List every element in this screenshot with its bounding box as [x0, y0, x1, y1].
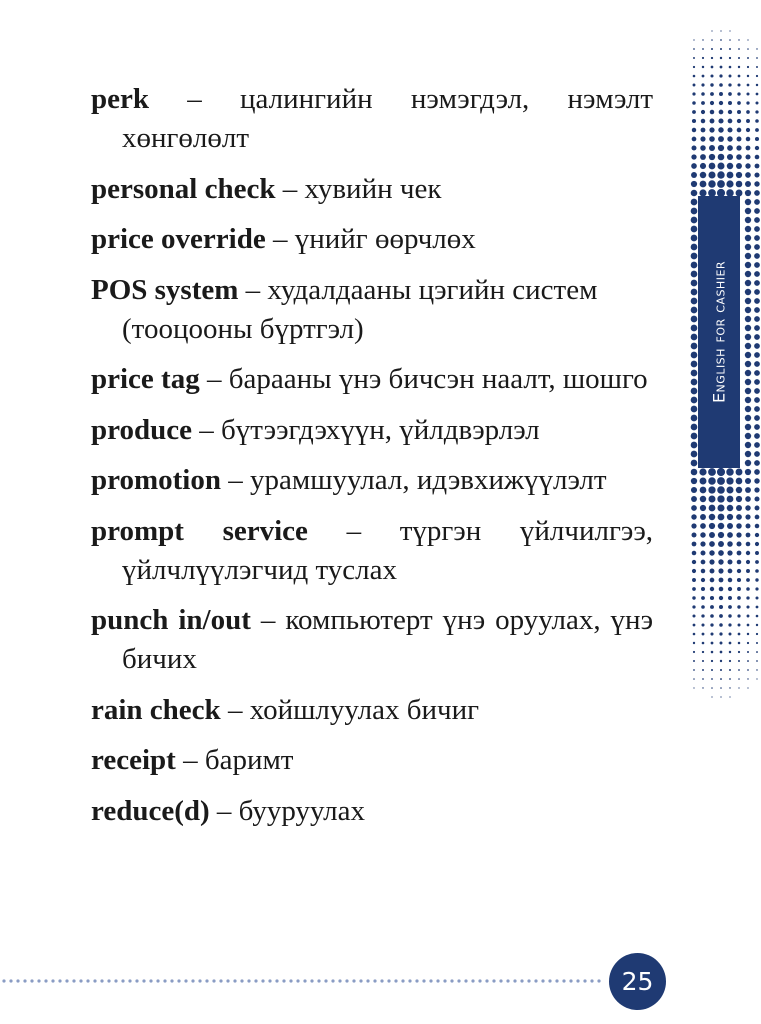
- page-number: 25: [609, 953, 666, 1010]
- glossary-definition: урамшуулал, идэвхижүүлэлт: [249, 464, 607, 496]
- glossary-term: promotion: [91, 464, 221, 496]
- entry-separator: –: [199, 413, 214, 446]
- glossary-term: prompt service: [91, 514, 308, 547]
- glossary-entry: [91, 271, 653, 349]
- glossary-term: price tag: [91, 363, 200, 395]
- entry-separator: –: [187, 83, 202, 115]
- glossary-definition: хойшлуулах бичиг: [249, 693, 479, 726]
- glossary-term: receipt: [91, 744, 176, 776]
- entry-separator: –: [183, 744, 198, 776]
- glossary-definition: үнийг өөрчлөх: [294, 223, 476, 255]
- glossary-definition: барааны үнэ бичсэн наалт, шошго: [228, 363, 648, 395]
- glossary-definition: бүтээгдэхүүн, үйлдвэрлэл: [220, 413, 540, 446]
- glossary-definition: худалдааны цэгийн систем (тооцооны бүртгэл): [122, 273, 598, 345]
- entry-separator: –: [346, 514, 362, 547]
- glossary-entry: [91, 360, 653, 399]
- entry-separator: –: [245, 273, 261, 306]
- entry-separator: –: [282, 172, 298, 205]
- glossary-list: [91, 80, 653, 842]
- glossary-entry: [91, 792, 653, 831]
- glossary-entry: [91, 220, 653, 259]
- side-tab-label: English for cashier: [709, 260, 729, 404]
- glossary-definition: баримт: [204, 744, 294, 776]
- glossary-entry: [91, 411, 653, 450]
- entry-separator: –: [272, 223, 288, 255]
- glossary-term: perk: [91, 83, 149, 115]
- glossary-entry: [91, 741, 653, 780]
- glossary-entry: [91, 80, 653, 158]
- glossary-term: POS system: [91, 273, 239, 306]
- glossary-definition: түргэн үйлчилгээ, үйлчлүүлэгчид туслах: [122, 514, 654, 586]
- entry-separator: –: [216, 794, 232, 827]
- glossary-entry: [91, 170, 653, 209]
- glossary-entry: [91, 512, 653, 590]
- glossary-term: produce: [91, 413, 192, 446]
- entry-separator: –: [260, 604, 276, 636]
- glossary-term: personal check: [91, 172, 276, 205]
- glossary-entry: [91, 691, 653, 730]
- entry-separator: –: [228, 464, 243, 496]
- glossary-definition: цалингийн нэмэгдэл, нэмэлт хөнгөлөлт: [122, 83, 654, 154]
- glossary-entry: [91, 601, 653, 679]
- entry-separator: –: [206, 363, 222, 395]
- glossary-term: rain check: [91, 693, 221, 726]
- glossary-definition: хувийн чек: [304, 172, 442, 205]
- side-tab: [698, 196, 740, 468]
- glossary-definition: бууруулах: [238, 794, 366, 827]
- glossary-entry: [91, 461, 653, 500]
- glossary-term: reduce(d): [91, 794, 210, 827]
- glossary-definition: компьютерт үнэ оруулах, үнэ бичих: [122, 604, 654, 675]
- entry-separator: –: [227, 693, 243, 726]
- glossary-term: price override: [91, 223, 266, 255]
- glossary-term: punch in/out: [91, 604, 251, 636]
